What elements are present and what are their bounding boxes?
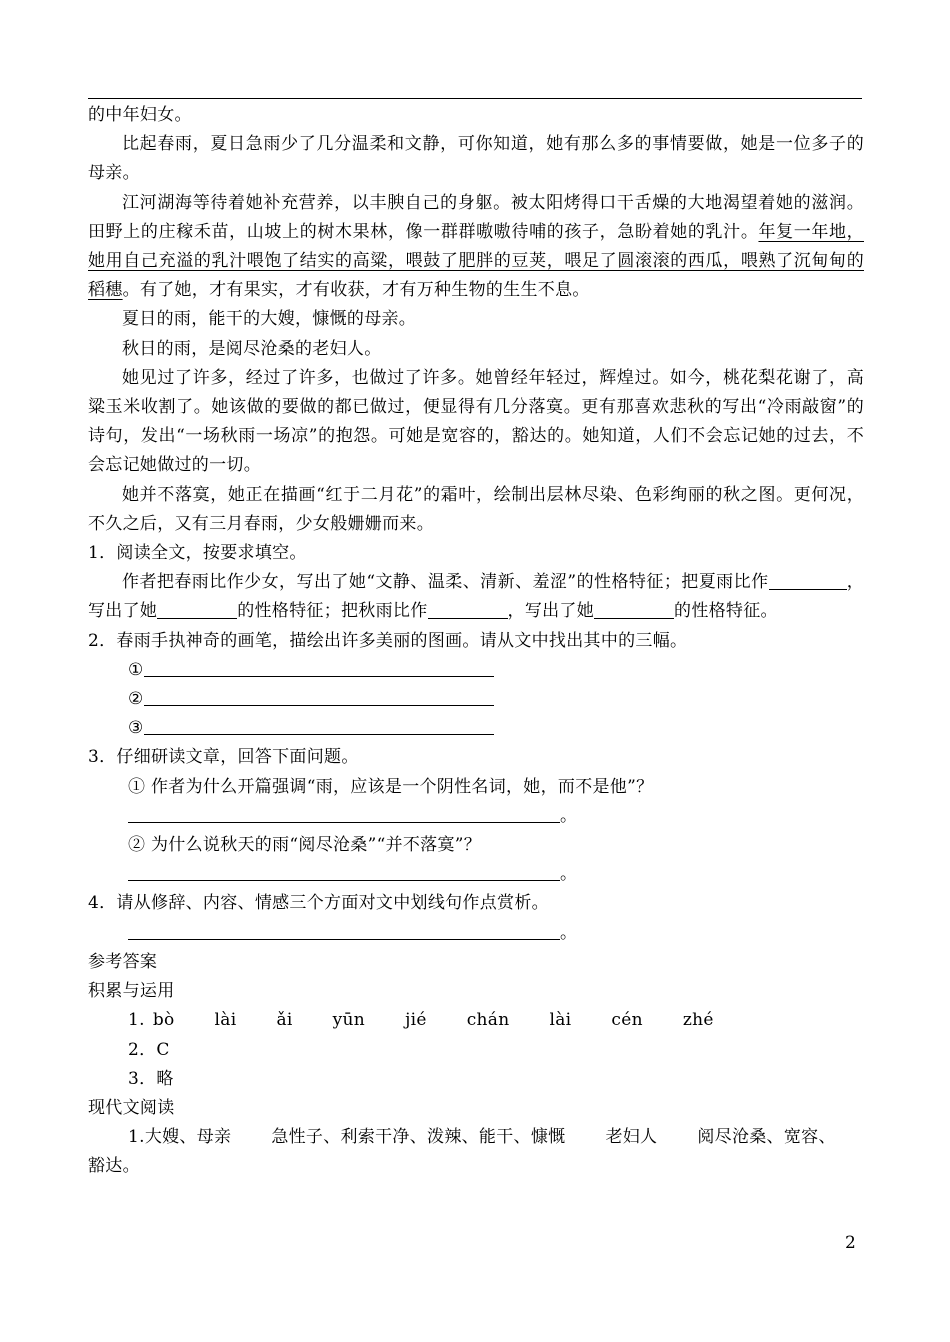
section-heading: 现代文阅读 bbox=[88, 1097, 175, 1118]
question-text: ，写出了她 bbox=[507, 601, 595, 622]
section-heading: 积累与运用 bbox=[88, 981, 175, 1002]
underlined-sentence: 年复一年地，她用自己充溢的乳汁喂饱了结实的高粱，喂鼓了肥胖的豆荚，喂足了圆滚滚的西瓜，喂熟了沉甸甸的稻穗 bbox=[88, 221, 864, 301]
question-4-answer-line bbox=[88, 919, 864, 948]
answers-title: 参考答案 bbox=[88, 951, 158, 972]
answer-number: 1. bbox=[128, 1010, 145, 1031]
question-4-title: 4．请从修辞、内容、情感三个方面对文中划线句作点赏析。 bbox=[88, 893, 549, 914]
circled-number: ② bbox=[128, 689, 144, 710]
answer-text: 急性子、利索干净、泼辣、能干、慷慨 bbox=[271, 1127, 566, 1148]
pinyin: jié bbox=[405, 1010, 427, 1031]
question-2-line bbox=[88, 656, 864, 685]
question-text: 的性格 bbox=[674, 601, 726, 622]
question-2-line bbox=[88, 685, 864, 714]
pinyin-answer bbox=[88, 1006, 864, 1035]
question-3-sub-1: ① 作者为什么开篇强调“雨，应该是一个阴性名词，她，而不是他”？ bbox=[128, 776, 654, 797]
question-1-body bbox=[88, 568, 864, 626]
answer-line[interactable] bbox=[144, 689, 494, 706]
question-text: 的性格特征；把秋雨比作 bbox=[237, 601, 428, 622]
pinyin: lài bbox=[549, 1010, 572, 1031]
question-3-answer-line bbox=[88, 860, 864, 889]
pinyin: cén bbox=[611, 1010, 643, 1031]
circled-number: ① bbox=[128, 659, 144, 680]
answer-blank[interactable] bbox=[594, 600, 674, 619]
pinyin: ǎi bbox=[276, 1010, 293, 1031]
pinyin: zhé bbox=[682, 1010, 714, 1031]
passage-paragraph: 秋日的雨，是阅尽沧桑的老妇人。 bbox=[122, 338, 382, 359]
reading-answer-1-cont: 豁达。 bbox=[88, 1156, 140, 1177]
pinyin: lài bbox=[214, 1010, 237, 1031]
question-3-title: 3．仔细研读文章，回答下面问题。 bbox=[88, 747, 359, 768]
period: 。 bbox=[560, 805, 578, 826]
passage-paragraph: 她见过了许多，经过了许多，也做过了许多。她曾经年轻过，辉煌过。如今，桃花梨花谢了，高粱玉米收割了。她该做的要做的都已做过，便显得有几分落寞。更有那喜欢悲秋的写出“冷雨敲窗”的诗句，发出“一场秋雨一场凉”的抱怨。可她是宽容的，豁达的。她知道，人们不会忘记她的过去，不会忘记她做过的一切。 bbox=[88, 367, 864, 476]
answer-2: 2．C bbox=[128, 1039, 170, 1060]
passage-paragraph: 夏日的雨，能干的大嫂，慷慨的母亲。 bbox=[122, 309, 417, 330]
header-rule bbox=[88, 98, 862, 99]
passage-paragraph-underlined bbox=[88, 189, 864, 306]
answer-line[interactable] bbox=[144, 660, 494, 677]
pinyin: chán bbox=[466, 1010, 510, 1031]
answer-3: 3．略 bbox=[128, 1068, 174, 1089]
answer-line[interactable] bbox=[128, 864, 560, 881]
question-3-sub-2: ② 为什么说秋天的雨“阅尽沧桑”“并不落寞”？ bbox=[128, 835, 482, 856]
passage-text: 江河湖海等待着她补充营养，以丰腴自己的身躯。被太阳烤得口干舌燥的大地渴望着她的滋润。田野上的庄稼禾苗，山坡上的树木果林，像一群群嗷嗷待哺的孩子，急盼着她的乳汁。 bbox=[88, 192, 864, 242]
circled-number: ③ bbox=[128, 718, 144, 739]
period: 。 bbox=[560, 864, 578, 885]
document-body bbox=[88, 101, 864, 1182]
answer-blank[interactable] bbox=[769, 571, 847, 590]
answer-line[interactable] bbox=[128, 806, 560, 823]
reading-answer-1 bbox=[88, 1123, 864, 1152]
answer-line[interactable] bbox=[128, 923, 560, 940]
question-1-title: 1．阅读全文，按要求填空。 bbox=[88, 543, 307, 564]
pinyin: yūn bbox=[332, 1010, 366, 1031]
passage-paragraph: 她并不落寞，她正在描画“红于二月花”的霜叶，绘制出层林尽染、色彩绚丽的秋之图。更何况，不久之后，又有三月春雨，少女般姗姗而来。 bbox=[88, 484, 864, 534]
answer-text: 老妇人 bbox=[605, 1127, 658, 1148]
question-text: ，写出了她 bbox=[88, 572, 864, 622]
passage-text: 。有了她，才有果实，才有收获，才有万种生物的生生不息。 bbox=[122, 280, 590, 301]
answer-text: 阅尽沧桑、宽容、 bbox=[697, 1127, 836, 1148]
period: 。 bbox=[560, 922, 578, 943]
page-number: 2 bbox=[845, 1233, 856, 1253]
question-3-answer-line bbox=[88, 802, 864, 831]
question-text: 特征。 bbox=[725, 601, 778, 622]
question-2-title: 2．春雨手执神奇的画笔，描绘出许多美丽的图画。请从文中找出其中的三幅。 bbox=[88, 630, 688, 651]
pinyin: bò bbox=[152, 1010, 175, 1031]
answer-blank[interactable] bbox=[157, 600, 237, 619]
answer-text: 1.大嫂、母亲 bbox=[128, 1127, 232, 1148]
passage-paragraph: 比起春雨，夏日急雨少了几分温柔和文静，可你知道，她有那么多的事情要做，她是一位多子的母亲。 bbox=[88, 134, 864, 184]
question-2-line bbox=[88, 714, 864, 743]
answer-line[interactable] bbox=[144, 718, 494, 735]
passage-paragraph: 的中年妇女。 bbox=[88, 105, 192, 125]
answer-blank[interactable] bbox=[428, 600, 508, 619]
question-text: 作者把春雨比作少女，写出了她“文静、温柔、清新、羞涩”的性格特征；把夏雨比作 bbox=[122, 572, 769, 593]
